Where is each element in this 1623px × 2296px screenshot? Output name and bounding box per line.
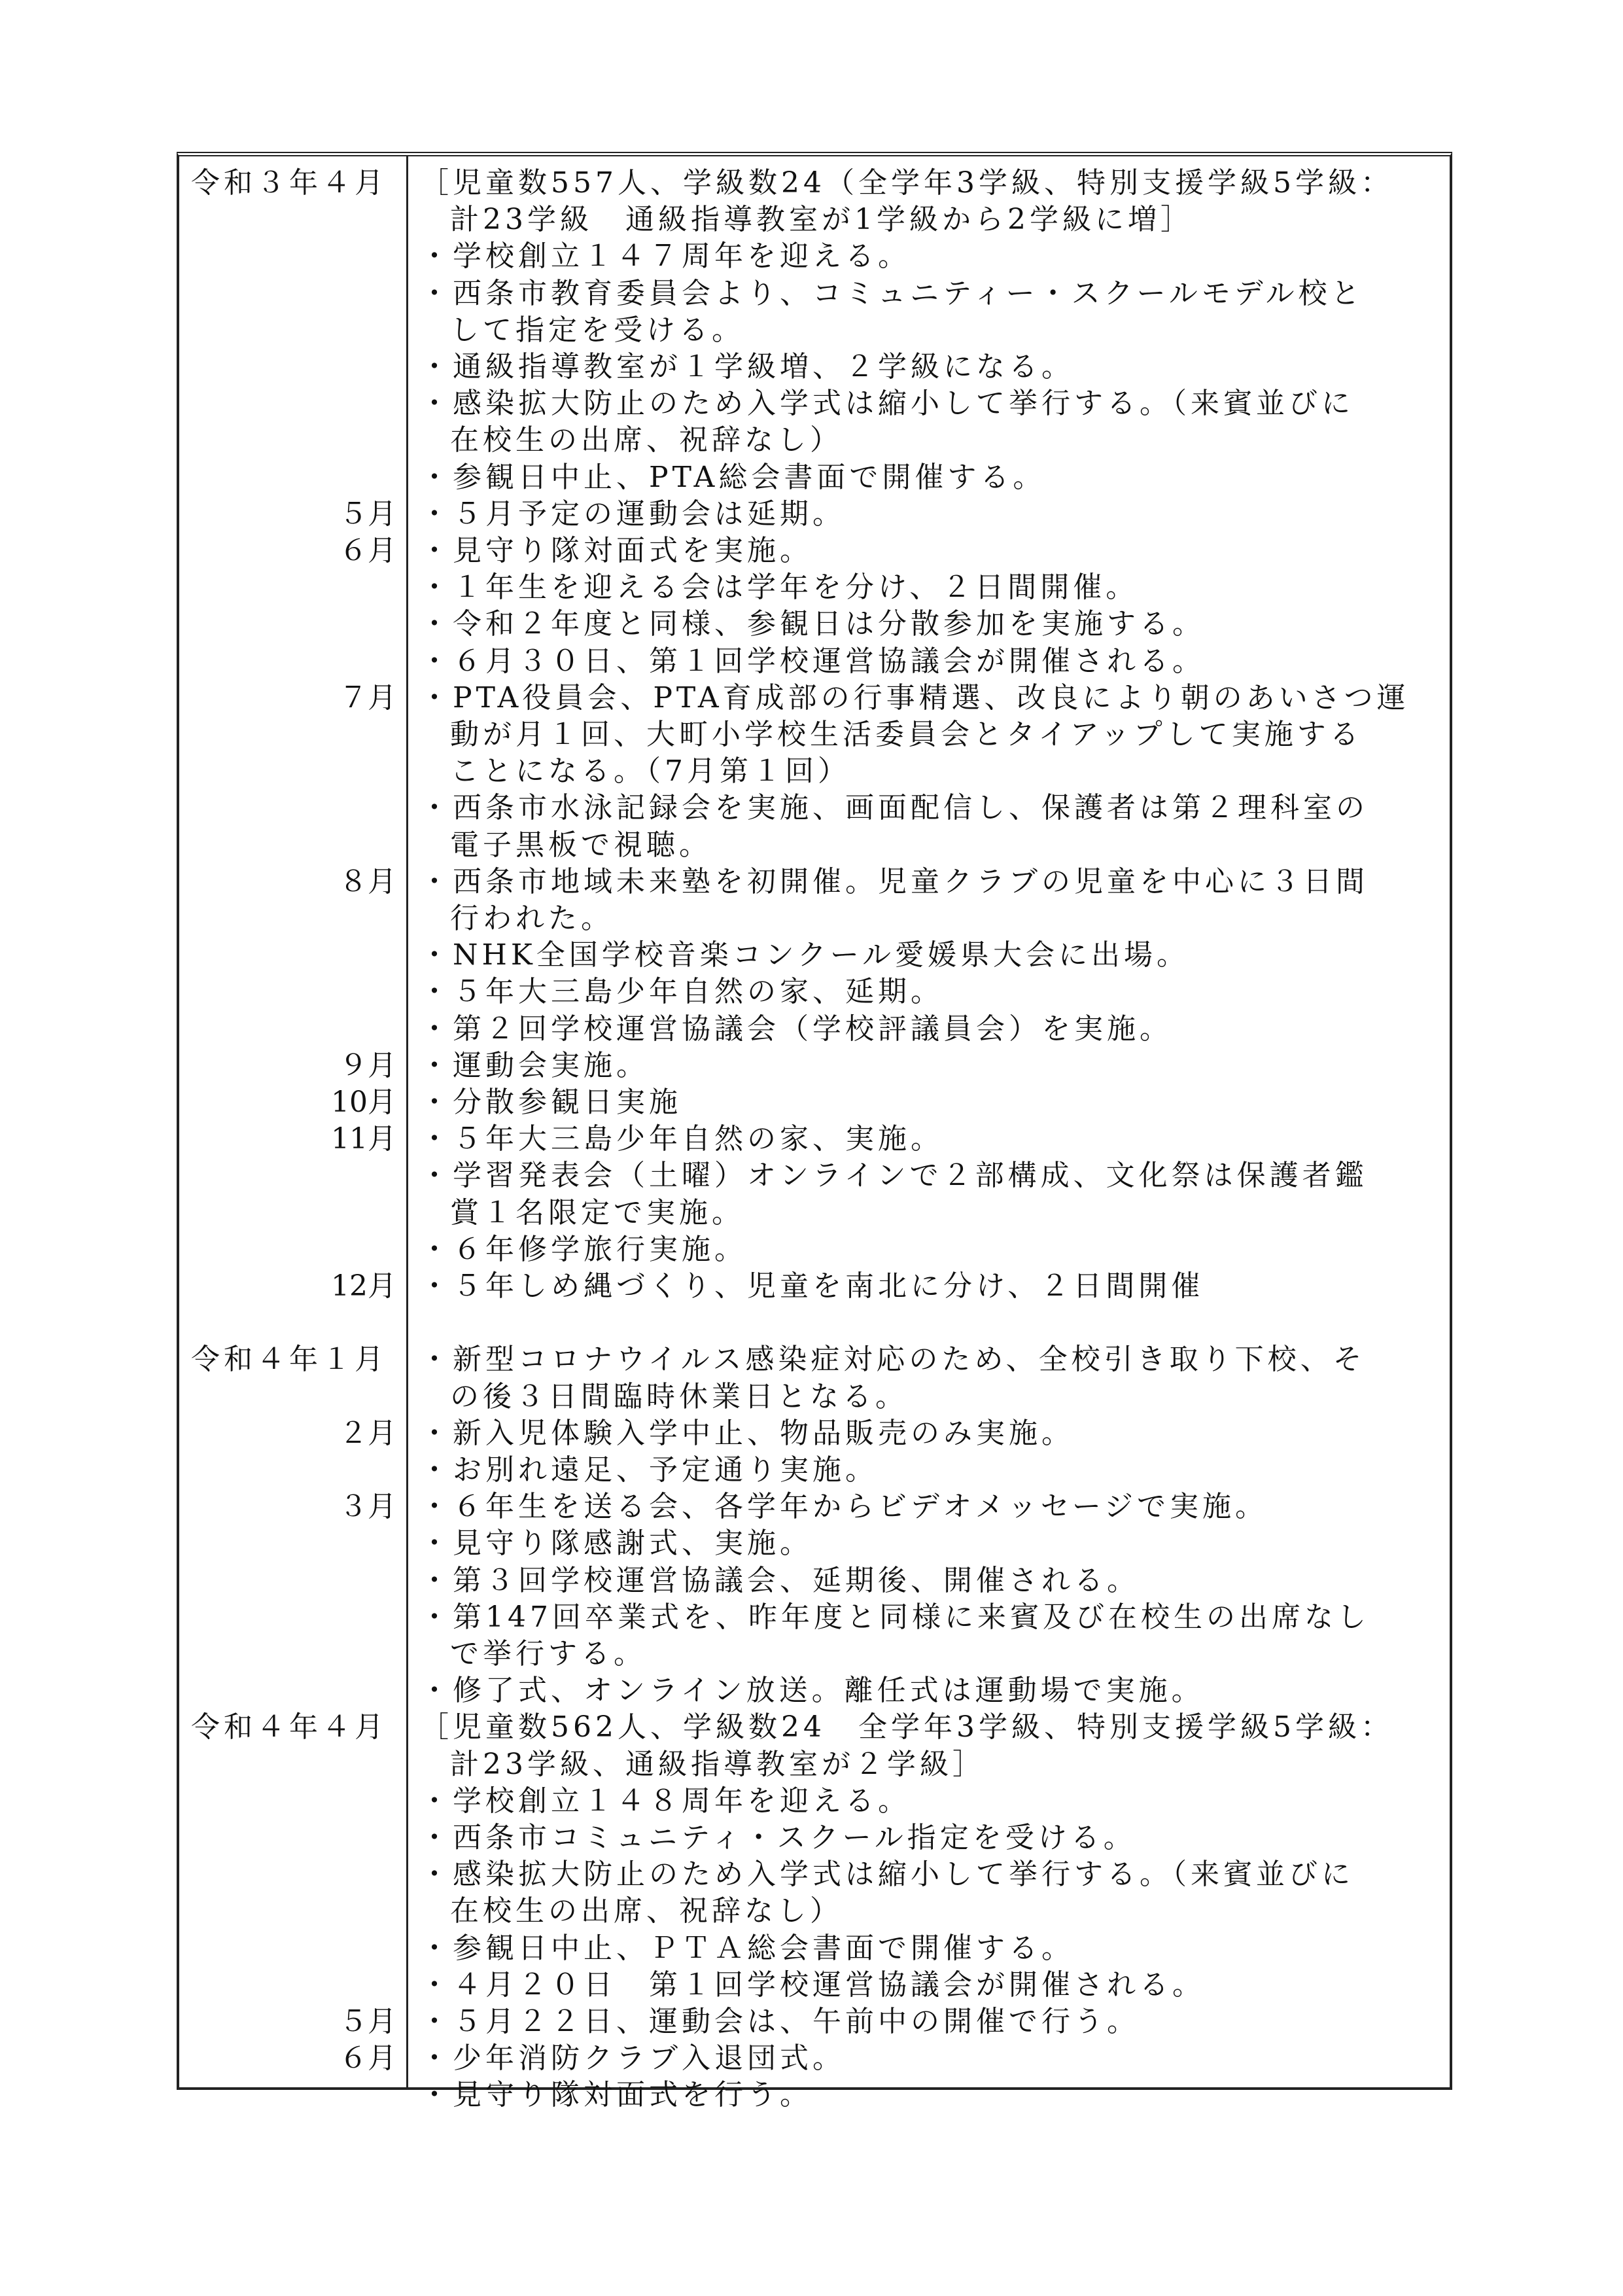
row-date — [179, 715, 396, 755]
row-date — [179, 1450, 396, 1491]
row-date — [179, 1193, 396, 1233]
table-row — [179, 972, 1450, 1012]
row-date — [179, 1156, 396, 1196]
row-text: ・６年生を送る会、各学年からビデオメッセージで実施。 — [420, 1490, 1268, 1524]
row-text: ・４月２０日 第１回学校運営協議会が開催される。 — [420, 1968, 1205, 2002]
table-row — [179, 788, 1450, 828]
row-text: ・６月３０日、第１回学校運営協議会が開催される。 — [420, 644, 1205, 678]
table-row — [179, 1009, 1450, 1050]
row-date — [179, 1634, 396, 1674]
row-text — [420, 1303, 1442, 1343]
row-date: ２月 — [339, 1416, 396, 1450]
row-text: ［児童数557人、学級数24（全学年3学級、特別支援学級5学級： — [420, 166, 1393, 200]
row-date: ５月 — [339, 2005, 396, 2038]
row-text: ・５月予定の運動会は延期。 — [420, 497, 845, 531]
row-text: ・PTA役員会、PTA育成部の行事精選、改良により朝のあいさつ運 — [420, 680, 1410, 715]
table-row — [179, 715, 1450, 755]
row-date — [179, 1744, 396, 1785]
row-date — [179, 1928, 396, 1969]
row-text: ・通級指導教室が１学級増、２学級になる。 — [420, 350, 1074, 383]
row-date — [179, 236, 396, 277]
row-date: ９月 — [339, 1048, 396, 1082]
row-date — [179, 1561, 396, 1601]
table-row — [179, 1450, 1450, 1491]
row-date: ８月 — [339, 864, 396, 898]
table-row — [179, 236, 1450, 277]
row-text: ・お別れ遠足、予定通り実施。 — [420, 1453, 878, 1487]
row-text: ・見守り隊対面式を行う。 — [420, 2078, 812, 2112]
row-date: ７月 — [339, 680, 396, 715]
table-row — [179, 1597, 1450, 1638]
row-text: ・第147回卒業式を、昨年度と同様に来賓及び在校生の出席なし — [420, 1600, 1370, 1634]
table-row — [179, 751, 1450, 792]
table-row — [179, 200, 1450, 240]
row-date: 11月 — [331, 1122, 396, 1156]
row-date — [179, 1670, 396, 1711]
table-row — [179, 2075, 1450, 2115]
row-text: ・見守り隊対面式を実施。 — [420, 534, 812, 567]
table-row — [179, 1413, 1450, 1454]
table-row — [179, 1156, 1450, 1196]
table-row — [179, 1744, 1450, 1785]
table-row — [179, 457, 1450, 498]
row-text: ・第２回学校運営協議会（学校評議員会）を実施。 — [420, 1012, 1172, 1046]
table-row — [179, 1965, 1450, 2005]
table-row — [179, 1818, 1450, 1858]
table-row — [179, 1082, 1450, 1123]
row-text: ・運動会実施。 — [420, 1048, 649, 1082]
row-date — [179, 825, 396, 866]
row-text: ・参観日中止、PTA総会書面で開催する。 — [420, 460, 1046, 494]
row-date — [179, 898, 396, 939]
row-text: ・新入児体験入学中止、物品販売のみ実施。 — [420, 1416, 1074, 1450]
row-text: ・参観日中止、ＰＴＡ総会書面で開催する。 — [420, 1931, 1074, 1965]
row-text: ・第３回学校運営協議会、延期後、開催される。 — [420, 1563, 1140, 1597]
row-date — [179, 641, 396, 682]
row-date — [179, 347, 396, 387]
row-date — [179, 751, 396, 792]
row-text: ・少年消防クラブ入退団式。 — [420, 2041, 845, 2075]
row-date: 12月 — [331, 1269, 396, 1303]
row-text: ことになる。（7月第１回） — [450, 754, 850, 788]
table-row — [179, 862, 1450, 902]
row-text: ・西条市コミュニティ・スクール指定を受ける。 — [420, 1821, 1136, 1854]
table-row — [179, 310, 1450, 351]
row-text: で挙行する。 — [450, 1637, 646, 1670]
row-date: 令和３年４月 — [191, 166, 387, 200]
table-row — [179, 1193, 1450, 1233]
table-row — [179, 1634, 1450, 1674]
row-text: ・学校創立１４８周年を迎える。 — [420, 1784, 911, 1818]
row-date — [179, 1377, 396, 1417]
table-row — [179, 1928, 1450, 1969]
table-row — [179, 1487, 1450, 1527]
row-date — [179, 567, 396, 608]
row-text: ・５年大三島少年自然の家、延期。 — [420, 975, 943, 1009]
row-date — [179, 2075, 396, 2115]
row-date — [179, 1229, 396, 1270]
row-text: 賞１名限定で実施。 — [450, 1195, 744, 1229]
row-date — [179, 1523, 396, 1564]
row-date — [179, 1965, 396, 2005]
table-row — [179, 163, 1450, 203]
table-row — [179, 1266, 1450, 1307]
table-row — [179, 898, 1450, 939]
row-date: ６月 — [339, 2041, 396, 2075]
row-text: ・学校創立１４７周年を迎える。 — [420, 239, 911, 274]
row-date — [179, 310, 396, 351]
row-date: 令和４年１月 — [191, 1343, 387, 1377]
row-date: ３月 — [339, 1490, 396, 1524]
table-row — [179, 641, 1450, 682]
table-row — [179, 494, 1450, 535]
table-row — [179, 347, 1450, 387]
table-row — [179, 825, 1450, 866]
chronology-table — [177, 152, 1452, 2112]
row-text: ・学習発表会（土曜）オンラインで２部構成、文化祭は保護者鑑 — [420, 1159, 1368, 1193]
row-text: ・西条市地域未来塾を初開催。児童クラブの児童を中心に３日間 — [420, 864, 1369, 898]
row-date — [179, 200, 396, 240]
row-text: ・西条市教育委員会より、コミュニティー・スクールモデル校と — [420, 276, 1364, 310]
row-text: ・感染拡大防止のため入学式は縮小して挙行する。（来賓並びに — [420, 1858, 1354, 1892]
table-row — [179, 383, 1450, 424]
table-row — [179, 1670, 1450, 1711]
row-text: ・分散参観日実施 — [420, 1086, 682, 1119]
table-row — [179, 274, 1450, 314]
table-row — [179, 1781, 1450, 1822]
row-text: 計23学級、通級指導教室が２学級］ — [450, 1747, 985, 1781]
row-text: ・新型コロナウイルス感染症対応のため、全校引き取り下校、そ — [420, 1343, 1366, 1377]
row-text: ・６年修学旅行実施。 — [420, 1232, 747, 1266]
row-text: ・西条市水泳記録会を実施、画面配信し、保護者は第２理科室の — [420, 791, 1369, 825]
row-date — [179, 1597, 396, 1638]
table-row — [179, 2038, 1450, 2079]
row-text: ・NHK全国学校音楽コンクール愛媛県大会に出場。 — [420, 938, 1189, 972]
table-row — [179, 1891, 1450, 1932]
row-date — [179, 604, 396, 645]
row-date — [179, 788, 396, 828]
row-date: ５月 — [339, 497, 396, 531]
table-row — [179, 567, 1450, 608]
row-date — [179, 972, 396, 1012]
table-row — [179, 1523, 1450, 1564]
row-date — [179, 1303, 396, 1343]
table-row — [179, 2002, 1450, 2042]
row-text: 在校生の出席、祝辞なし） — [450, 423, 843, 457]
table-row — [179, 1119, 1450, 1159]
row-date — [179, 1891, 396, 1932]
row-date — [179, 1854, 396, 1895]
table-row — [179, 1561, 1450, 1601]
table-row — [179, 1339, 1450, 1380]
row-date — [179, 1009, 396, 1050]
row-text: ・見守り隊感謝式、実施。 — [420, 1527, 812, 1561]
row-text: ・５年大三島少年自然の家、実施。 — [420, 1122, 943, 1156]
row-date — [179, 420, 396, 461]
row-date: 10月 — [331, 1086, 396, 1119]
row-text: して指定を受ける。 — [450, 313, 744, 347]
row-text: ・感染拡大防止のため入学式は縮小して挙行する。（来賓並びに — [420, 387, 1354, 421]
table-row — [179, 420, 1450, 461]
table-row — [179, 1377, 1450, 1417]
table-row — [179, 935, 1450, 976]
row-date — [179, 457, 396, 498]
row-text: ・１年生を迎える会は学年を分け、２日間開催。 — [420, 571, 1139, 605]
row-text: 計23学級 通級指導教室が1学級から2学級に増］ — [450, 203, 1193, 237]
row-text: 行われた。 — [450, 902, 614, 935]
row-date — [179, 1781, 396, 1822]
row-date: ６月 — [339, 534, 396, 567]
table-row — [179, 604, 1450, 645]
row-date: 令和４年４月 — [191, 1710, 387, 1744]
row-text: ・令和２年度と同様、参観日は分散参加を実施する。 — [420, 607, 1205, 641]
table-row — [179, 1303, 1450, 1343]
row-text: 在校生の出席、祝辞なし） — [450, 1894, 843, 1928]
row-text: ［児童数562人、学級数24 全学年3学級、特別支援学級5学級： — [420, 1710, 1393, 1744]
row-date — [179, 935, 396, 976]
table-row — [179, 1229, 1450, 1270]
row-text: ・５年しめ縄づくり、児童を南北に分け、２日間開催 — [420, 1269, 1204, 1303]
row-date — [179, 1818, 396, 1858]
table-row — [179, 531, 1450, 571]
table-row — [179, 678, 1450, 718]
row-text: 動が月１回、大町小学校生活委員会とタイアップして実施する — [450, 718, 1363, 751]
row-text: の後３日間臨時休業日となる。 — [450, 1379, 908, 1413]
row-date — [179, 383, 396, 424]
row-text: 電子黒板で視聴。 — [450, 828, 712, 862]
row-text: ・５月２２日、運動会は、午前中の開催で行う。 — [420, 2005, 1140, 2038]
table-row — [179, 1046, 1450, 1086]
table-row — [179, 1707, 1450, 1748]
row-date — [179, 274, 396, 314]
table-row — [179, 1854, 1450, 1895]
row-text: ・修了式、オンライン放送。離任式は運動場で実施。 — [420, 1674, 1204, 1708]
